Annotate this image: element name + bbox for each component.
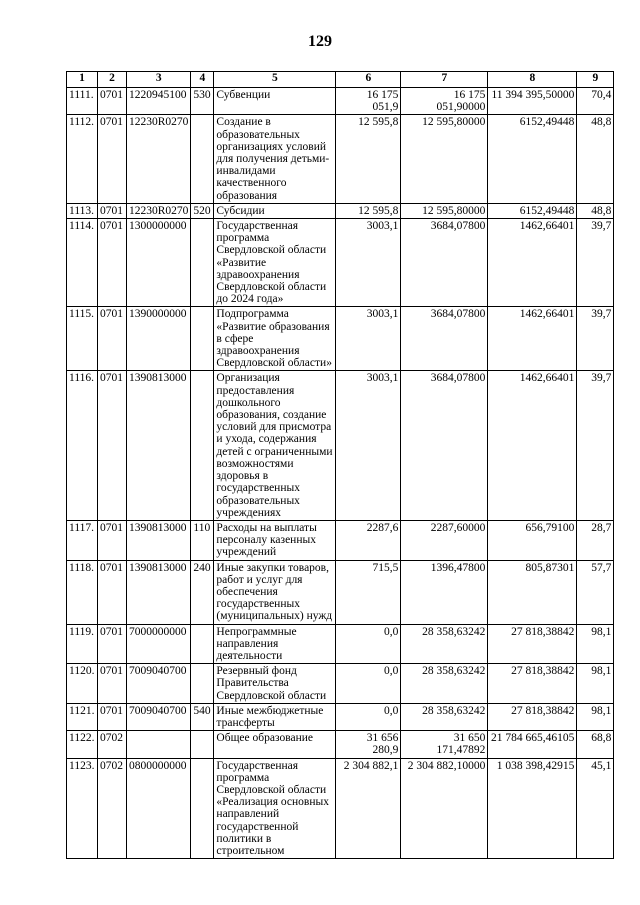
executed-amount-cell: 656,79100 — [488, 520, 577, 560]
table-row — [67, 560, 614, 624]
expense-type-cell — [191, 624, 214, 664]
row-number-cell: 1115. — [67, 307, 98, 371]
row-number-cell: 1116. — [67, 371, 98, 520]
name-cell: Субвенции — [214, 88, 336, 115]
executed-amount-cell: 6152,49448 — [488, 203, 577, 218]
expense-type-cell — [191, 758, 214, 859]
section-code-cell: 0702 — [98, 731, 127, 758]
name-cell: Иные межбюджетные трансферты — [214, 703, 336, 730]
percent-cell: 39,7 — [577, 307, 614, 371]
planned-amount-cell: 28 358,63242 — [401, 703, 488, 730]
percent-cell: 98,1 — [577, 664, 614, 704]
table-row — [67, 664, 614, 704]
target-article-cell: 7009040700 — [127, 703, 191, 730]
table-row — [67, 115, 614, 203]
target-article-cell — [127, 731, 191, 758]
planned-amount-cell: 16 175 051,90000 — [401, 88, 488, 115]
expense-type-cell — [191, 115, 214, 203]
executed-amount-cell: 21 784 665,46105 — [488, 731, 577, 758]
table-row — [67, 219, 614, 307]
expense-type-cell — [191, 664, 214, 704]
table-row — [67, 203, 614, 218]
planned-amount-cell: 2 304 882,10000 — [401, 758, 488, 859]
executed-amount-cell: 1462,66401 — [488, 371, 577, 520]
approved-amount-cell: 3003,1 — [336, 219, 401, 307]
percent-cell: 45,1 — [577, 758, 614, 859]
column-header: 9 — [577, 72, 614, 88]
approved-amount-cell: 3003,1 — [336, 307, 401, 371]
percent-cell: 68,8 — [577, 731, 614, 758]
name-cell: Общее образование — [214, 731, 336, 758]
percent-cell: 57,7 — [577, 560, 614, 624]
expense-type-cell: 530 — [191, 88, 214, 115]
expense-type-cell — [191, 219, 214, 307]
budget-table — [66, 71, 614, 859]
percent-cell: 98,1 — [577, 624, 614, 664]
planned-amount-cell: 28 358,63242 — [401, 624, 488, 664]
percent-cell: 98,1 — [577, 703, 614, 730]
executed-amount-cell: 1462,66401 — [488, 307, 577, 371]
approved-amount-cell: 12 595,8 — [336, 203, 401, 218]
row-number-cell: 1113. — [67, 203, 98, 218]
expense-type-cell — [191, 371, 214, 520]
target-article-cell: 1220945100 — [127, 88, 191, 115]
name-cell: Субсидии — [214, 203, 336, 218]
planned-amount-cell: 31 650 171,47892 — [401, 731, 488, 758]
section-code-cell: 0701 — [98, 88, 127, 115]
percent-cell: 28,7 — [577, 520, 614, 560]
executed-amount-cell: 27 818,38842 — [488, 703, 577, 730]
section-code-cell: 0701 — [98, 219, 127, 307]
section-code-cell: 0701 — [98, 664, 127, 704]
approved-amount-cell: 715,5 — [336, 560, 401, 624]
name-cell: Подпрограмма «Развитие образования в сфере здравоохранения Свердловской области» — [214, 307, 336, 371]
row-number-cell: 1118. — [67, 560, 98, 624]
executed-amount-cell: 1462,66401 — [488, 219, 577, 307]
row-number-cell: 1111. — [67, 88, 98, 115]
row-number-cell: 1117. — [67, 520, 98, 560]
row-number-cell: 1120. — [67, 664, 98, 704]
executed-amount-cell: 11 394 395,50000 — [488, 88, 577, 115]
expense-type-cell: 540 — [191, 703, 214, 730]
approved-amount-cell: 0,0 — [336, 624, 401, 664]
section-code-cell: 0701 — [98, 371, 127, 520]
name-cell: Расходы на выплаты персоналу казенных учреждений — [214, 520, 336, 560]
name-cell: Организация предоставления дошкольного образования, создание условий для присмотра и ухода, содержания детей с ограниченными возможностями здоровья в государственных образовательных учреждениях — [214, 371, 336, 520]
section-code-cell: 0701 — [98, 703, 127, 730]
expense-type-cell: 240 — [191, 560, 214, 624]
name-cell: Резервный фонд Правительства Свердловской области — [214, 664, 336, 704]
expense-type-cell: 110 — [191, 520, 214, 560]
table-row — [67, 88, 614, 115]
table-row — [67, 758, 614, 859]
planned-amount-cell: 12 595,80000 — [401, 115, 488, 203]
table-row — [67, 731, 614, 758]
approved-amount-cell: 16 175 051,9 — [336, 88, 401, 115]
row-number-cell: 1121. — [67, 703, 98, 730]
column-header: 5 — [214, 72, 336, 88]
page-number: 129 — [308, 33, 332, 50]
name-cell: Создание в образовательных организациях условий для получения детьми-инвалидами качественного образования — [214, 115, 336, 203]
executed-amount-cell: 1 038 398,42915 — [488, 758, 577, 859]
executed-amount-cell: 27 818,38842 — [488, 664, 577, 704]
planned-amount-cell: 1396,47800 — [401, 560, 488, 624]
target-article-cell: 1390813000 — [127, 520, 191, 560]
percent-cell: 70,4 — [577, 88, 614, 115]
row-number-cell: 1119. — [67, 624, 98, 664]
expense-type-cell: 520 — [191, 203, 214, 218]
target-article-cell: 7009040700 — [127, 664, 191, 704]
planned-amount-cell: 2287,60000 — [401, 520, 488, 560]
target-article-cell: 1390000000 — [127, 307, 191, 371]
percent-cell: 39,7 — [577, 219, 614, 307]
planned-amount-cell: 12 595,80000 — [401, 203, 488, 218]
section-code-cell: 0701 — [98, 560, 127, 624]
section-code-cell: 0702 — [98, 758, 127, 859]
percent-cell: 48,8 — [577, 203, 614, 218]
table-row — [67, 520, 614, 560]
planned-amount-cell: 3684,07800 — [401, 371, 488, 520]
expense-type-cell — [191, 307, 214, 371]
approved-amount-cell: 0,0 — [336, 703, 401, 730]
name-cell: Государственная программа Свердловской области «Реализация основных направлений государственной политики в строительном — [214, 758, 336, 859]
section-code-cell: 0701 — [98, 624, 127, 664]
section-code-cell: 0701 — [98, 307, 127, 371]
table-row — [67, 624, 614, 664]
target-article-cell: 7000000000 — [127, 624, 191, 664]
target-article-cell: 1300000000 — [127, 219, 191, 307]
row-number-cell: 1122. — [67, 731, 98, 758]
planned-amount-cell: 3684,07800 — [401, 219, 488, 307]
executed-amount-cell: 805,87301 — [488, 560, 577, 624]
table-header-row — [67, 72, 614, 88]
target-article-cell: 1390813000 — [127, 371, 191, 520]
column-header: 1 — [67, 72, 98, 88]
approved-amount-cell: 2 304 882,1 — [336, 758, 401, 859]
column-header: 4 — [191, 72, 214, 88]
name-cell: Иные закупки товаров, работ и услуг для обеспечения государственных (муниципальных) нужд — [214, 560, 336, 624]
target-article-cell: 0800000000 — [127, 758, 191, 859]
column-header: 8 — [488, 72, 577, 88]
row-number-cell: 1114. — [67, 219, 98, 307]
row-number-cell: 1123. — [67, 758, 98, 859]
target-article-cell: 12230R0270 — [127, 203, 191, 218]
planned-amount-cell: 28 358,63242 — [401, 664, 488, 704]
planned-amount-cell: 3684,07800 — [401, 307, 488, 371]
percent-cell: 48,8 — [577, 115, 614, 203]
section-code-cell: 0701 — [98, 520, 127, 560]
approved-amount-cell: 0,0 — [336, 664, 401, 704]
target-article-cell: 1390813000 — [127, 560, 191, 624]
table-row — [67, 371, 614, 520]
approved-amount-cell: 31 656 280,9 — [336, 731, 401, 758]
row-number-cell: 1112. — [67, 115, 98, 203]
approved-amount-cell: 12 595,8 — [336, 115, 401, 203]
percent-cell: 39,7 — [577, 371, 614, 520]
column-header: 3 — [127, 72, 191, 88]
column-header: 2 — [98, 72, 127, 88]
executed-amount-cell: 6152,49448 — [488, 115, 577, 203]
table-row — [67, 307, 614, 371]
name-cell: Непрограммные направления деятельности — [214, 624, 336, 664]
section-code-cell: 0701 — [98, 203, 127, 218]
expense-type-cell — [191, 731, 214, 758]
approved-amount-cell: 2287,6 — [336, 520, 401, 560]
target-article-cell: 12230R0270 — [127, 115, 191, 203]
column-header: 6 — [336, 72, 401, 88]
name-cell: Государственная программа Свердловской области «Развитие здравоохранения Свердловской области до 2024 года» — [214, 219, 336, 307]
section-code-cell: 0701 — [98, 115, 127, 203]
table-row — [67, 703, 614, 730]
executed-amount-cell: 27 818,38842 — [488, 624, 577, 664]
column-header: 7 — [401, 72, 488, 88]
approved-amount-cell: 3003,1 — [336, 371, 401, 520]
